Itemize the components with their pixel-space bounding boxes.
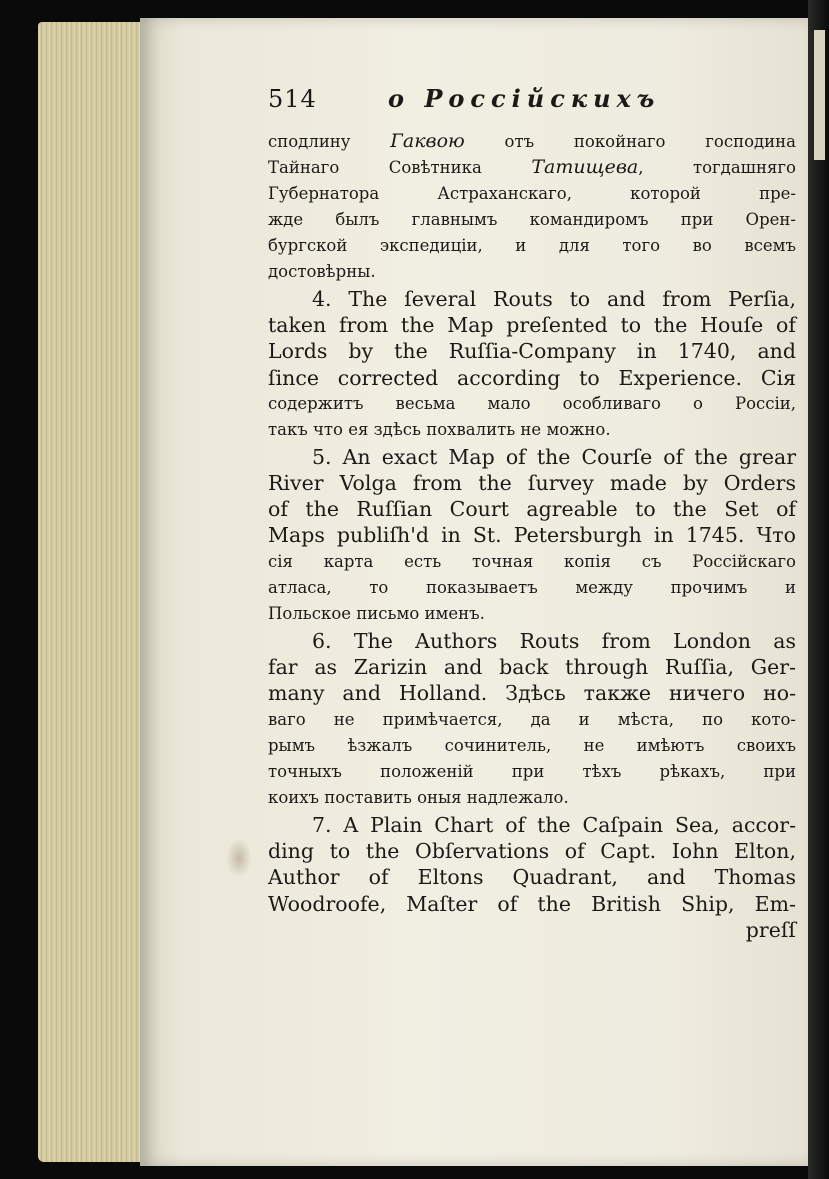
text-segment: River Volga from the ſurvey made by Orders bbox=[268, 470, 796, 495]
text-line bbox=[268, 391, 796, 417]
text-segment: атласа, то показываетъ между прочимъ и bbox=[268, 578, 796, 598]
text-line bbox=[268, 338, 796, 364]
text-segment: preſſ bbox=[745, 917, 796, 942]
text-line bbox=[268, 444, 796, 470]
text-segment: ſince corrected according to Experience. Сія bbox=[268, 365, 796, 390]
text-lines bbox=[268, 128, 796, 943]
text-line bbox=[268, 207, 796, 233]
text-segment: far as Zarizin and back through Ruſſia, Ger- bbox=[268, 654, 796, 679]
text-line bbox=[268, 707, 796, 733]
facing-page-sliver bbox=[814, 30, 825, 160]
text-segment: точныхъ положеній при тѣхъ рѣкахъ, при bbox=[268, 762, 796, 782]
text-segment: Тайнаго Совѣтника bbox=[268, 158, 532, 178]
text-segment: Maps publiſh'd in St. Petersburgh in 1745. Что bbox=[268, 523, 796, 548]
facing-page-edge bbox=[808, 0, 829, 1179]
book-fore-edge bbox=[38, 22, 150, 1162]
text-line bbox=[268, 233, 796, 259]
text-line bbox=[268, 654, 796, 680]
text-segment: такъ что ея здѣсь похвалить не можно. bbox=[268, 420, 611, 440]
text-segment: , тогдашняго bbox=[638, 158, 796, 178]
text-line bbox=[268, 417, 796, 443]
text-line bbox=[268, 496, 796, 522]
text-segment: коихъ поставить оныя надлежало. bbox=[268, 788, 569, 808]
text-line bbox=[268, 785, 796, 811]
page-header bbox=[268, 84, 796, 124]
text-segment: жде былъ главнымъ командиромъ при Орен- bbox=[268, 209, 796, 229]
text-line bbox=[268, 680, 796, 706]
text-line bbox=[268, 470, 796, 496]
text-line bbox=[268, 891, 796, 917]
text-segment: ding to the Obſervations of Capt. Iohn Elton, bbox=[268, 839, 796, 864]
text-line bbox=[268, 917, 796, 943]
text-segment: ваго не примѣчается, да и мѣста, по кото- bbox=[268, 709, 796, 729]
text-line bbox=[268, 733, 796, 759]
text-segment: 6. The Authors Routs from London as bbox=[312, 628, 796, 653]
text-segment: Woodroofe, Maſter of the British Ship, Em- bbox=[268, 891, 796, 916]
text-line bbox=[268, 181, 796, 207]
text-line bbox=[268, 759, 796, 785]
text-line bbox=[268, 312, 796, 338]
page-text bbox=[268, 84, 796, 943]
text-segment: бургской экспедиціи, и для того во всемъ bbox=[268, 236, 796, 256]
text-segment: 7. A Plain Chart of the Caſpain Sea, accor- bbox=[312, 812, 796, 837]
text-segment: сподлину bbox=[268, 132, 391, 151]
text-line bbox=[268, 522, 796, 548]
italic-name: Татищева bbox=[531, 156, 639, 179]
text-line bbox=[268, 365, 796, 391]
text-segment: Lords by the Ruſſia-Company in 1740, and bbox=[268, 339, 796, 364]
running-title: о Россійскихъ bbox=[388, 84, 661, 113]
text-segment: достовѣрны. bbox=[268, 262, 376, 282]
text-line bbox=[268, 286, 796, 312]
text-segment: содержитъ весьма мало особливаго о Россіи, bbox=[268, 393, 796, 413]
text-segment: рымъ ѣзжалъ сочинитель, не имѣютъ своихъ bbox=[268, 735, 796, 755]
text-segment: Author of Eltons Quadrant, and Thomas bbox=[268, 865, 796, 890]
italic-name: Гаквою bbox=[390, 130, 465, 152]
text-line bbox=[268, 601, 796, 627]
text-line bbox=[268, 549, 796, 575]
text-segment: of the Ruſſian Court agreable to the Set of bbox=[268, 497, 796, 522]
text-line bbox=[268, 154, 796, 180]
text-segment: 4. The ſeveral Routs to and from Perſia, bbox=[312, 286, 796, 311]
text-line bbox=[268, 128, 796, 154]
text-segment: 5. An exact Map of the Courſe of the grear bbox=[312, 444, 796, 469]
text-segment: Губернатора Астраханскаго, которой пре- bbox=[268, 183, 796, 203]
text-line bbox=[268, 812, 796, 838]
text-line bbox=[268, 628, 796, 654]
margin-stain bbox=[226, 838, 252, 878]
text-segment: Польское письмо именъ. bbox=[268, 604, 485, 624]
text-line bbox=[268, 864, 796, 890]
page-number: 514 bbox=[268, 85, 317, 113]
text-segment: many and Holland. Здѣсь также ничего но- bbox=[268, 681, 796, 706]
text-line bbox=[268, 838, 796, 864]
text-segment: сія карта есть точная копія съ Россійскаго bbox=[268, 551, 796, 571]
text-segment: taken from the Map preſented to the Houſe of bbox=[268, 313, 796, 338]
text-line bbox=[268, 575, 796, 601]
text-segment: отъ покойнаго господина bbox=[464, 132, 796, 151]
text-line bbox=[268, 259, 796, 285]
